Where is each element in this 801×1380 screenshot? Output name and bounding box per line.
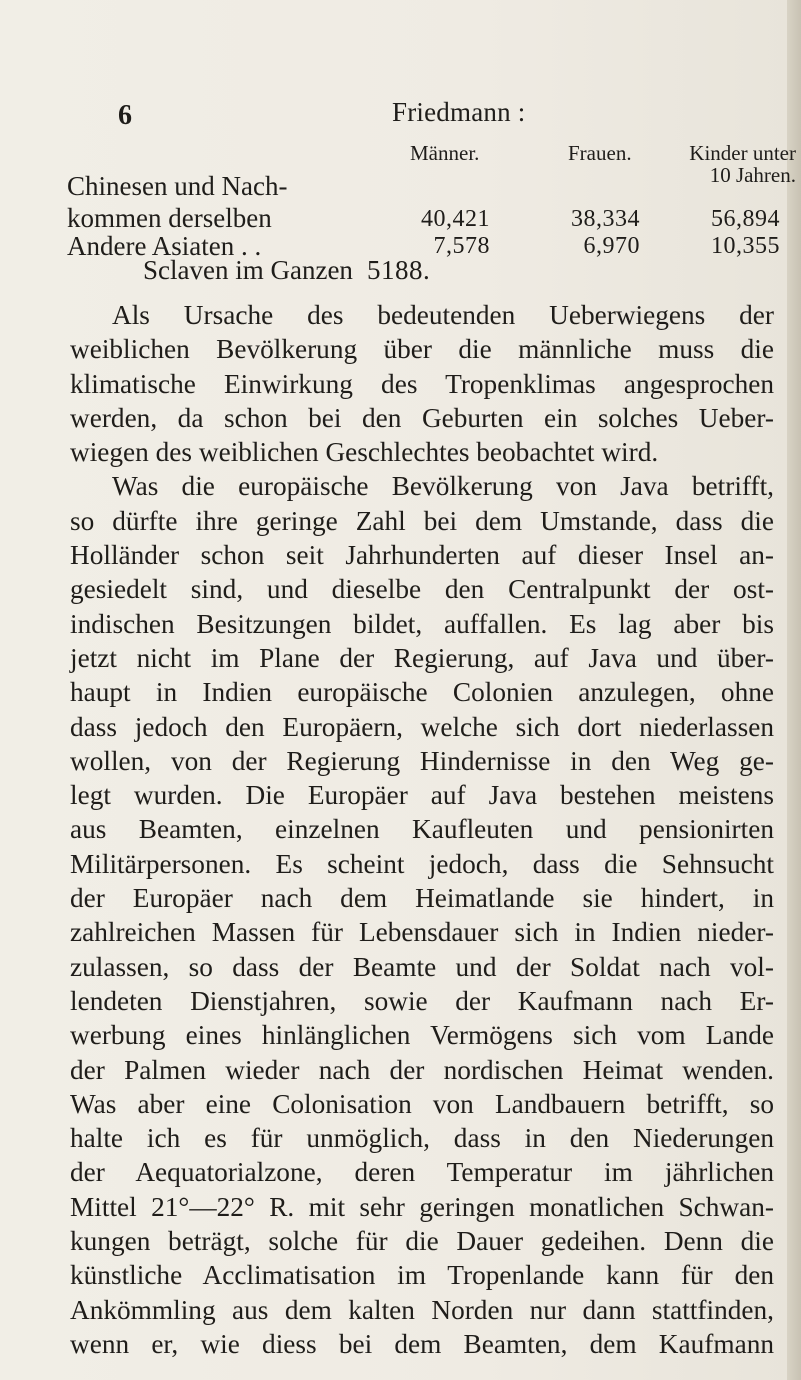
text-line: wenn er, wie diess bei dem Beamten, dem Kaufmann [70,1328,774,1359]
text-line: Mittel 21°—22° R. mit sehr geringen monatlichen Schwan- [70,1191,774,1222]
cell-chinese-women: 38,334 [571,206,640,232]
text-line: der Aequatorialzone, deren Temperatur im jährlichen [70,1157,774,1188]
cell-asians-children: 10,355 [711,233,780,259]
page-edge [787,0,801,1380]
text-line: zulassen, so dass der Beamte und der Soldat nach vol- [70,951,774,982]
text-line: dass jedoch den Europäern, welche sich dort niederlassen [70,711,774,742]
text-line: Als Ursache des bedeutenden Ueberwiegens der [112,300,774,330]
body-text [70,298,774,1361]
column-header-children-line1: Kinder unter [689,141,796,165]
text-line: werbung eines hinlänglichen Vermögens sich vom Lande [70,1020,774,1051]
text-line: werden, da schon bei den Geburten ein solches Ueber- [70,402,774,433]
text-line: aus Beamten, einzelnen Kaufleuten und pensionirten [70,814,774,845]
text-line: halte ich es für unmöglich, dass in den Niederungen [70,1123,774,1154]
text-line: Was die europäische Bevölkerung von Java betrifft, [112,471,774,502]
cell-chinese-men: 40,421 [421,206,490,232]
text-line: indischen Besitzungen bildet, auffallen. Es lag aber bis [70,608,774,639]
row-label-chinese-line1: Chinesen und Nach- [67,171,288,201]
text-line: lendeten Dienstjahren, sowie der Kaufmann nach Er- [70,985,774,1016]
text-line: jetzt nicht im Plane der Regierung, auf Java und über- [70,642,774,673]
cell-asians-women: 6,970 [583,233,640,259]
text-line: der Palmen wieder nach der nordischen Heimat wenden. [70,1054,774,1085]
column-header-children [626,142,796,186]
text-line: weiblichen Bevölkerung über die männliche muss die [70,334,774,365]
column-header-women: Frauen. [568,141,632,165]
column-header-men: Männer. [410,141,480,165]
text-line: Holländer schon seit Jahrhunderten auf dieser Insel an- [70,540,774,571]
text-line: klimatische Einwirkung des Tropenklimas angesprochen [70,368,774,399]
text-line: legt wurden. Die Europäer auf Java bestehen meistens [70,780,774,811]
text-line: haupt in Indien europäische Colonien anzulegen, ohne [70,677,774,708]
cell-chinese-children: 56,894 [711,206,780,232]
text-line: so dürfte ihre geringe Zahl bei dem Umstande, dass die [70,505,774,536]
text-line: zahlreichen Massen für Lebensdauer sich in Indien nieder- [70,917,774,948]
text-line: der Europäer nach dem Heimatlande sie hindert, in [70,883,774,914]
cell-asians-men: 7,578 [433,233,490,259]
page-number: 6 [118,100,132,131]
text-line: wollen, von der Regierung Hindernisse in den Weg ge- [70,745,774,776]
text-line: Ankömmling aus dem kalten Norden nur dann stattfinden, [70,1294,774,1325]
row-label-other-asians: Andere Asiaten . . [67,231,262,261]
slaves-value: 5188. [366,255,431,285]
slaves-total [143,255,430,286]
running-head: Friedmann : [392,97,526,127]
text-line: Was aber eine Colonisation von Landbauern betrifft, so [70,1088,774,1119]
text-line: künstliche Acclimatisation im Tropenlande kann für den [70,1260,774,1291]
text-line: wiegen des weiblichen Geschlechtes beobachtet wird. [70,437,659,468]
text-line: Militärpersonen. Es scheint jedoch, dass die Sehnsucht [70,848,774,879]
slaves-label: Sclaven im Ganzen [143,255,353,285]
row-label-chinese-line2: kommen derselben [67,203,272,233]
text-line: kungen beträgt, solche für die Dauer gedeihen. Denn die [70,1226,774,1257]
column-header-children-line2: 10 Jahren. [709,163,796,187]
text-line: gesiedelt sind, und dieselbe den Centralpunkt der ost- [70,574,774,605]
